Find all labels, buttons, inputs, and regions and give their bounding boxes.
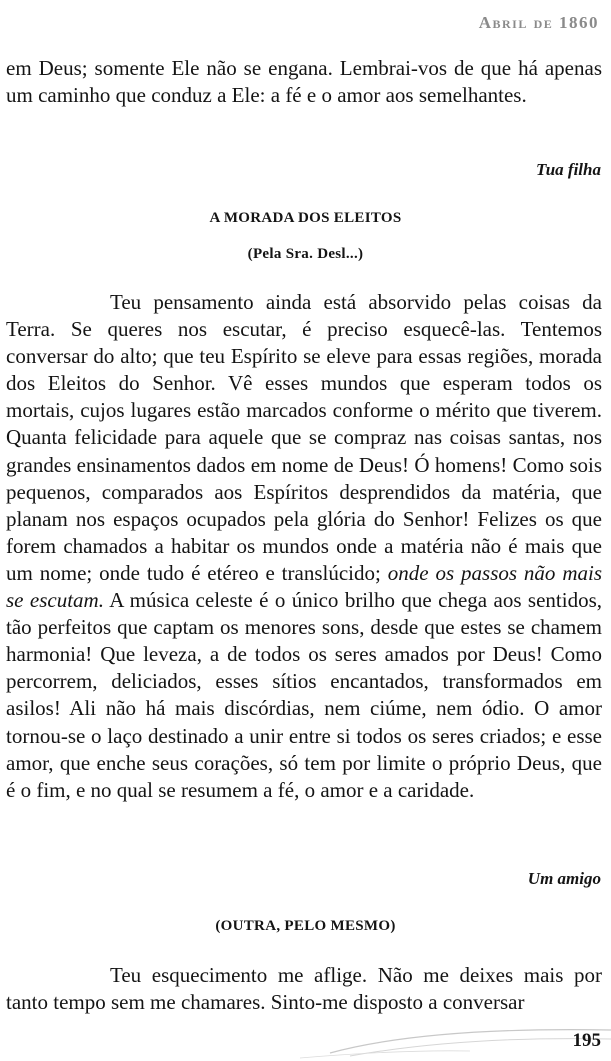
page-number: 195	[572, 1030, 601, 1051]
paragraph-italic-phrase: onde os passos não mais se escutam.	[6, 560, 603, 613]
section-subheading-author: (Pela Sra. Desl...)	[247, 246, 364, 262]
swoosh-ornament-icon	[0, 1020, 611, 1061]
paragraph-text-part-1: Teu pensamento ainda está absorvido pelas coisas da Terra. Se queres nos escutar, é preciso esquecê-las. Tentemos conversar do alto; que teu Espírito se eleve para essas regiões, morada dos Eleitos do Senhor. Vê esses mundos que esperam todos os mortais, cujos lugares estão marcados conforme o mérito que tiverem. Quanta felicidade para aquele que se compraz nas coisas santas, nos grandes ensinamentos dados em nome de Deus! Ó homens! Como sois pequenos, comparados aos Espíritos desprendidos da matéria, que planam nos espaços ocupados pela glória do Senhor! Felizes os que forem chamados a habitar os mundos onde a matéria não é mais que um nome; onde tudo é etéreo e translúcido;	[6, 290, 602, 585]
paragraph-continuation: em Deus; somente Ele não se engana. Lembrai-vos de que há apenas um caminho que conduz a Ele: a fé e o amor aos semelhantes.	[6, 56, 602, 108]
paragraph-morada-dos-eleitos	[6, 289, 602, 804]
paragraph-outra: Teu esquecimento me aflige. Não me deixes mais por tanto tempo sem me chamares. Sinto-me disposto a conversar	[6, 963, 602, 1015]
page-footer-ornament	[0, 1020, 611, 1061]
signature-tua-filha: Tua filha	[535, 160, 601, 179]
section-heading-outra-pelo-mesmo: (OUTRA, PELO MESMO)	[215, 918, 396, 934]
paragraph-text-part-2: A música celeste é o único brilho que chega aos sentidos, tão perfeitos que captam os menores sons, desde que estes se chamem harmonia! Que leveza, a de todos os seres amados por Deus! Como percorrem, deliciados, esses sítios encantados, transformados em asilos! Ali não há mais discórdias, nem ciúme, nem ódio. O amor tornou-se o laço destinado a unir entre si todos os seres criados; e esse amor, que enche seus corações, só tem por limite o próprio Deus, que é o fim, e no qual se resumem a fé, o amor e a caridade.	[6, 588, 602, 802]
running-head: Abril de 1860	[478, 13, 599, 32]
section-heading-morada-dos-eleitos: A MORADA DOS ELEITOS	[209, 210, 402, 226]
signature-um-amigo: Um amigo	[527, 869, 601, 888]
